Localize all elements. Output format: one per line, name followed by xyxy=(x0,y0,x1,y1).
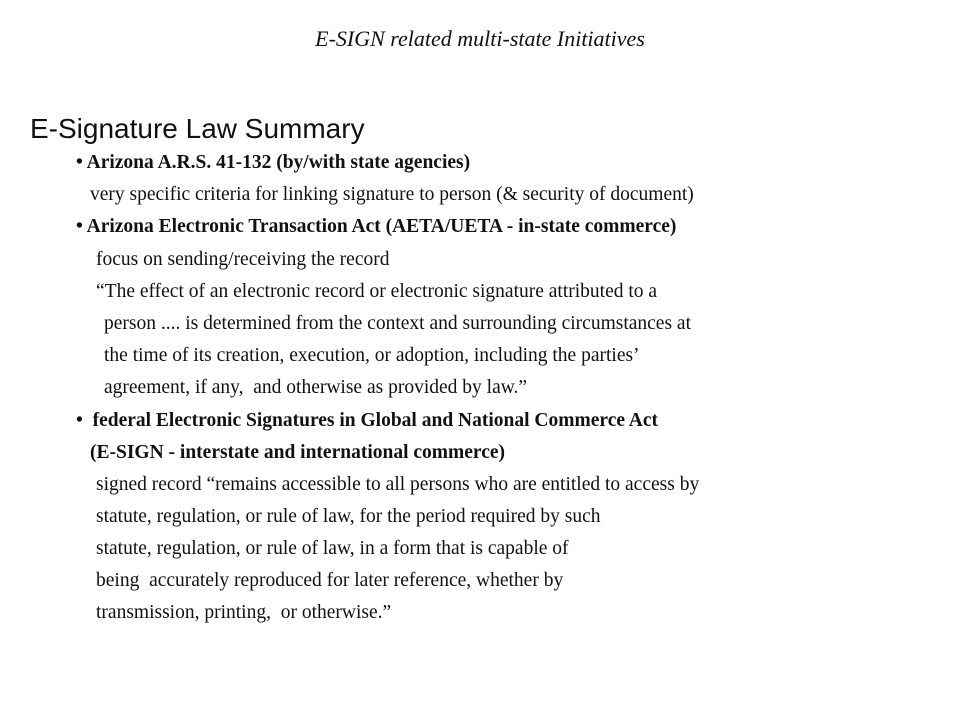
bullet-federal-esign: • federal Electronic Signatures in Global and National Commerce Act xyxy=(76,410,659,431)
quote-line: transmission, printing, or otherwise.” xyxy=(96,602,392,623)
quote-line: “The effect of an electronic record or electronic signature attributed to a xyxy=(96,281,658,302)
slide-title: E-Signature Law Summary xyxy=(30,113,365,144)
quote-line: signed record “remains accessible to all persons who are entitled to access by xyxy=(96,474,700,495)
bullet-arizona-ars: • Arizona A.R.S. 41-132 (by/with state agencies) xyxy=(76,152,471,173)
quote-line: being accurately reproduced for later reference, whether by xyxy=(96,570,564,591)
body-line: very specific criteria for linking signature to person (& security of document) xyxy=(90,184,694,205)
bullet-arizona-aeta: • Arizona Electronic Transaction Act (AETA/UETA - in-state commerce) xyxy=(76,216,677,237)
quote-line: person .... is determined from the context and surrounding circumstances at xyxy=(104,313,691,334)
quote-line: agreement, if any, and otherwise as provided by law.” xyxy=(104,377,528,398)
quote-line: the time of its creation, execution, or adoption, including the parties’ xyxy=(104,345,640,366)
slide-header: E-SIGN related multi-state Initiatives xyxy=(315,26,645,51)
quote-line: statute, regulation, or rule of law, for the period required by such xyxy=(96,506,601,527)
quote-line: statute, regulation, or rule of law, in a form that is capable of xyxy=(96,538,569,559)
body-line: focus on sending/receiving the record xyxy=(96,249,390,270)
bullet-continuation: (E-SIGN - interstate and international commerce) xyxy=(90,442,506,463)
